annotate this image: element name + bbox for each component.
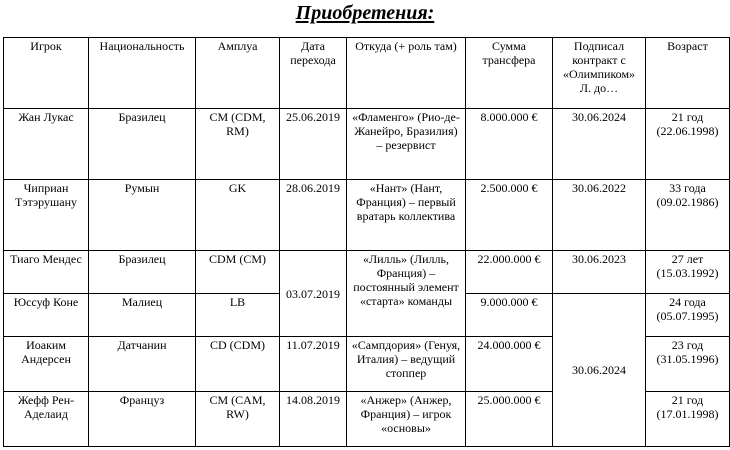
date-cell: 25.06.2019 [280,109,347,180]
fee-cell: 22.000.000 € [466,251,553,294]
header-fee: Сумма трансфера [466,38,553,109]
table-row [4,180,730,251]
player-cell: Иоаким Андерсен [4,337,89,392]
player-cell: Жан Лукас [4,109,89,180]
from-cell: «Лилль» (Лилль, Франция) – постоянный элемент «старта» команды [347,251,466,337]
table-row [4,251,730,294]
from-cell: «Анжер» (Анжер, Франция) – игрок «основы» [347,392,466,447]
header-nationality: Национальность [89,38,196,109]
player-cell: Жефф Рен-Аделаид [4,392,89,447]
fee-cell: 8.000.000 € [466,109,553,180]
contract-cell: 30.06.2024 [553,109,646,180]
from-cell: «Сампдория» (Генуя, Италия) – ведущий стоппер [347,337,466,392]
position-cell: CD (CDM) [196,337,280,392]
position-cell: CM (CDM, RM) [196,109,280,180]
header-row [4,38,730,109]
date-cell: 11.07.2019 [280,337,347,392]
player-cell: Чиприан Тэтэрушану [4,180,89,251]
header-contract: Подписал контракт с «Олимпиком» Л. до… [553,38,646,109]
page-title-text: Приобретения: [295,2,435,24]
acquisitions-table [3,37,730,447]
position-cell: CDM (CM) [196,251,280,294]
header-player: Игрок [4,38,89,109]
page-title [0,0,730,30]
from-cell: «Нант» (Нант, Франция) – первый вратарь коллектива [347,180,466,251]
fee-cell: 2.500.000 € [466,180,553,251]
nationality-cell: Бразилец [89,109,196,180]
contract-cell: 30.06.2023 [553,251,646,294]
age-cell: 21 год (17.01.1998) [646,392,730,447]
date-cell: 28.06.2019 [280,180,347,251]
header-position: Амплуа [196,38,280,109]
contract-cell: 30.06.2024 [553,294,646,447]
player-cell: Тиаго Мендес [4,251,89,294]
date-cell: 14.08.2019 [280,392,347,447]
player-cell: Юссуф Коне [4,294,89,337]
age-cell: 21 год (22.06.1998) [646,109,730,180]
fee-cell: 24.000.000 € [466,337,553,392]
header-from: Откуда (+ роль там) [347,38,466,109]
position-cell: GK [196,180,280,251]
age-cell: 23 год (31.05.1996) [646,337,730,392]
age-cell: 27 лет (15.03.1992) [646,251,730,294]
header-age: Возраст [646,38,730,109]
nationality-cell: Румын [89,180,196,251]
nationality-cell: Малиец [89,294,196,337]
age-cell: 33 года (09.02.1986) [646,180,730,251]
header-date: Дата перехода [280,38,347,109]
position-cell: CM (CAM, RW) [196,392,280,447]
nationality-cell: Датчанин [89,337,196,392]
fee-cell: 25.000.000 € [466,392,553,447]
contract-cell: 30.06.2022 [553,180,646,251]
nationality-cell: Француз [89,392,196,447]
nationality-cell: Бразилец [89,251,196,294]
position-cell: LB [196,294,280,337]
fee-cell: 9.000.000 € [466,294,553,337]
table-row [4,109,730,180]
age-cell: 24 года (05.07.1995) [646,294,730,337]
from-cell: «Фламенго» (Рио-де-Жанейро, Бразилия) – резервист [347,109,466,180]
date-cell: 03.07.2019 [280,251,347,337]
